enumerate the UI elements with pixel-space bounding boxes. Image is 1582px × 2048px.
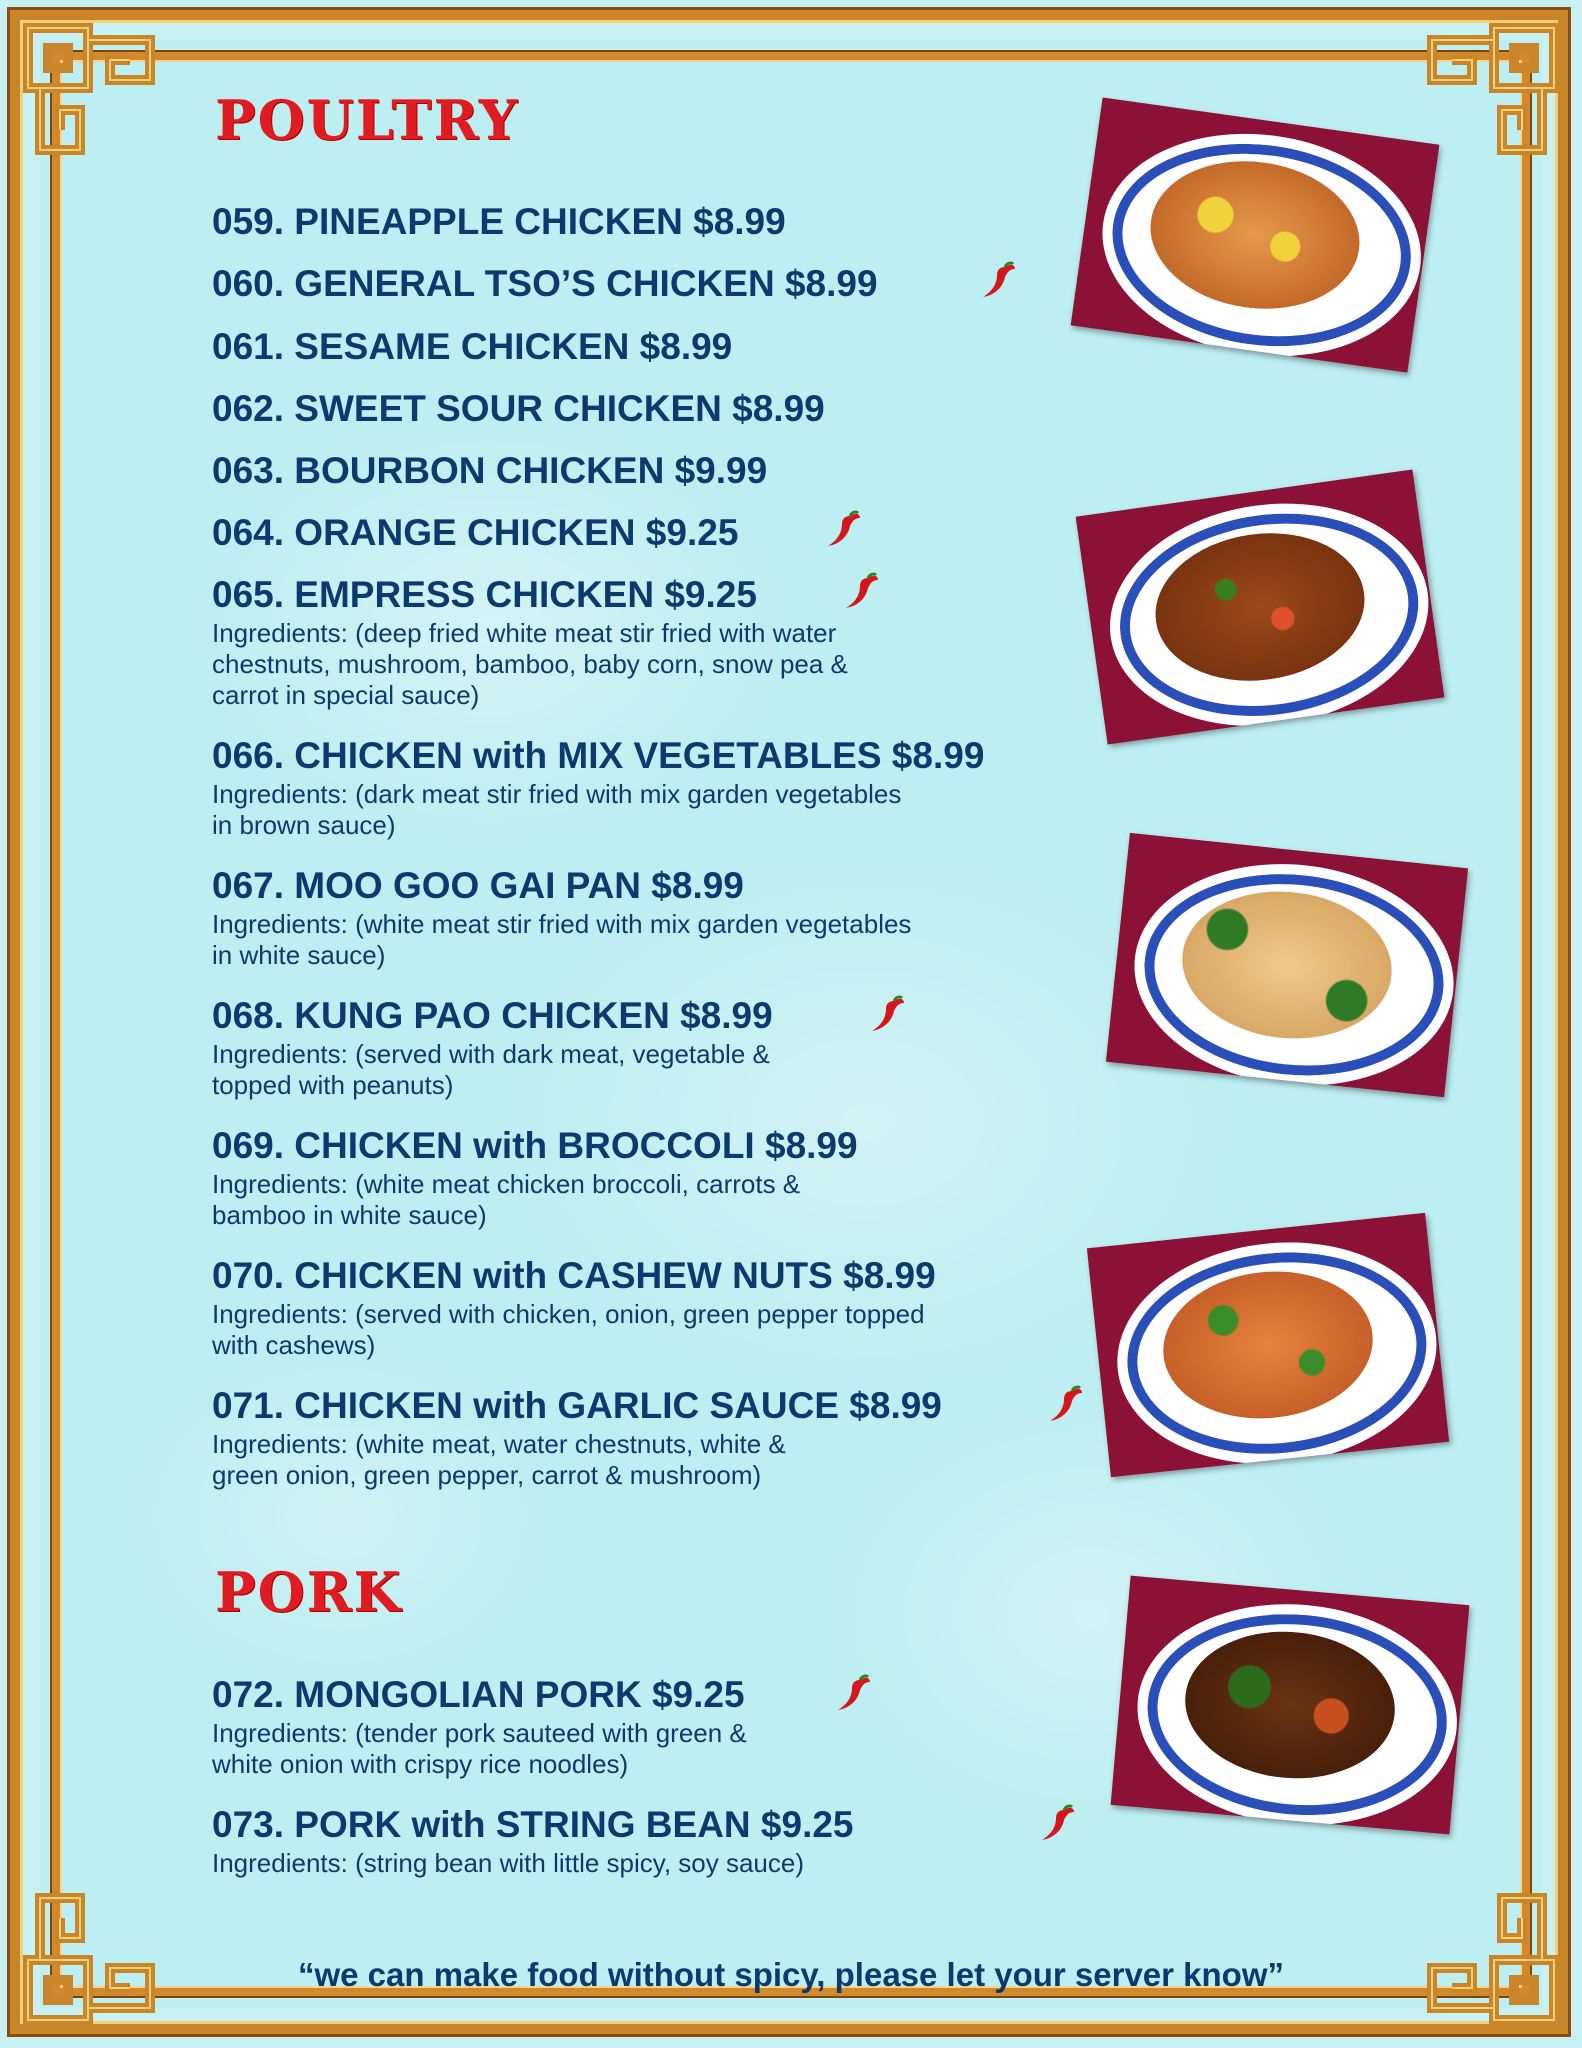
pineapple-chicken-photo [1071, 97, 1440, 372]
menu-item [212, 1383, 1112, 1491]
menu-item-name: 071. CHICKEN with GARLIC SAUCE $8.99 [212, 1385, 942, 1426]
moo-goo-gai-pan-photo [1106, 833, 1468, 1097]
menu-item-description [212, 618, 1112, 711]
fret-corner-ornament [20, 1878, 170, 2028]
fret-corner-ornament [20, 20, 170, 170]
menu-item-description [212, 1299, 1112, 1361]
menu-item-name: 062. SWEET SOUR CHICKEN $8.99 [212, 388, 825, 429]
chili-pepper-icon [975, 261, 1021, 301]
menu-item [212, 863, 1112, 971]
fret-corner-ornament [1412, 1878, 1562, 2028]
description-line: carrot in special sauce) [212, 680, 480, 710]
description-line: bamboo in white sauce) [212, 1200, 487, 1230]
menu-item-description [212, 1169, 1112, 1231]
menu-item [212, 448, 1112, 494]
menu-item-name: 072. MONGOLIAN PORK $9.25 [212, 1674, 745, 1715]
section-title-poultry: POULTRY [215, 88, 520, 152]
menu-item [212, 993, 1112, 1101]
menu-item-description [212, 1718, 1112, 1780]
menu-item-name: 067. MOO GOO GAI PAN $8.99 [212, 865, 744, 906]
description-line: with cashews) [212, 1330, 376, 1360]
menu-item-name: 069. CHICKEN with BROCCOLI $8.99 [212, 1125, 858, 1166]
menu-item [212, 1253, 1112, 1361]
menu-item-description [212, 779, 1112, 841]
section-title-pork: PORK [215, 1560, 403, 1624]
description-line: Ingredients: (tender pork sauteed with green & [212, 1718, 747, 1748]
menu-item-description [212, 1039, 1112, 1101]
description-line: chestnuts, mushroom, bamboo, baby corn, snow pea & [212, 649, 848, 679]
menu-item-name: 065. EMPRESS CHICKEN $9.25 [212, 574, 757, 615]
spicy-note: “we can make food without spicy, please let your server know” [297, 1956, 1285, 1993]
description-line: in brown sauce) [212, 810, 396, 840]
chili-pepper-icon [864, 995, 910, 1035]
description-line: topped with peanuts) [212, 1070, 454, 1100]
chicken-garlic-sauce-photo [1087, 1213, 1449, 1477]
menu-item [212, 324, 1112, 370]
description-line: Ingredients: (served with chicken, onion, green pepper topped [212, 1299, 925, 1329]
chili-pepper-icon [838, 572, 884, 612]
menu-item-name: 064. ORANGE CHICKEN $9.25 [212, 512, 739, 553]
menu-item [212, 386, 1112, 432]
menu-item-description [212, 1429, 1112, 1491]
menu-item-description [212, 1848, 1112, 1879]
empress-chicken-photo [1076, 469, 1445, 744]
description-line: Ingredients: (served with dark meat, vegetable & [212, 1039, 770, 1069]
chili-pepper-icon [820, 510, 866, 550]
chili-pepper-icon [1042, 1385, 1088, 1425]
menu-item [212, 572, 1112, 711]
description-line: Ingredients: (white meat, water chestnuts, white & [212, 1429, 786, 1459]
chili-pepper-icon [1034, 1804, 1080, 1844]
menu-item-name: 063. BOURBON CHICKEN $9.99 [212, 450, 768, 491]
menu-item-name: 073. PORK with STRING BEAN $9.25 [212, 1804, 854, 1845]
menu-item-name: 060. GENERAL TSO’S CHICKEN $8.99 [212, 263, 878, 304]
menu-item-name: 061. SESAME CHICKEN $8.99 [212, 326, 733, 367]
menu-item-name: 066. CHICKEN with MIX VEGETABLES $8.99 [212, 735, 985, 776]
chili-pepper-icon [830, 1674, 876, 1714]
description-line: Ingredients: (string bean with little spicy, soy sauce) [212, 1848, 805, 1878]
menu-item [212, 1802, 1112, 1879]
description-line: green onion, green pepper, carrot & mushroom) [212, 1460, 762, 1490]
mongolian-pork-photo [1111, 1576, 1470, 1835]
menu-item [212, 733, 1112, 841]
description-line: in white sauce) [212, 940, 386, 970]
menu-item-description [212, 909, 1112, 971]
menu-item [212, 1672, 1112, 1780]
description-line: Ingredients: (white meat chicken broccoli, carrots & [212, 1169, 801, 1199]
description-line: Ingredients: (deep fried white meat stir fried with water [212, 618, 837, 648]
menu-item [212, 1123, 1112, 1231]
menu-item [212, 510, 1112, 556]
menu-item [212, 199, 1112, 245]
menu-item-name: 068. KUNG PAO CHICKEN $8.99 [212, 995, 773, 1036]
description-line: Ingredients: (white meat stir fried with mix garden vegetables [212, 909, 912, 939]
menu-item-name: 059. PINEAPPLE CHICKEN $8.99 [212, 201, 786, 242]
menu-item-name: 070. CHICKEN with CASHEW NUTS $8.99 [212, 1255, 936, 1296]
description-line: Ingredients: (dark meat stir fried with mix garden vegetables [212, 779, 902, 809]
description-line: white onion with crispy rice noodles) [212, 1749, 629, 1779]
